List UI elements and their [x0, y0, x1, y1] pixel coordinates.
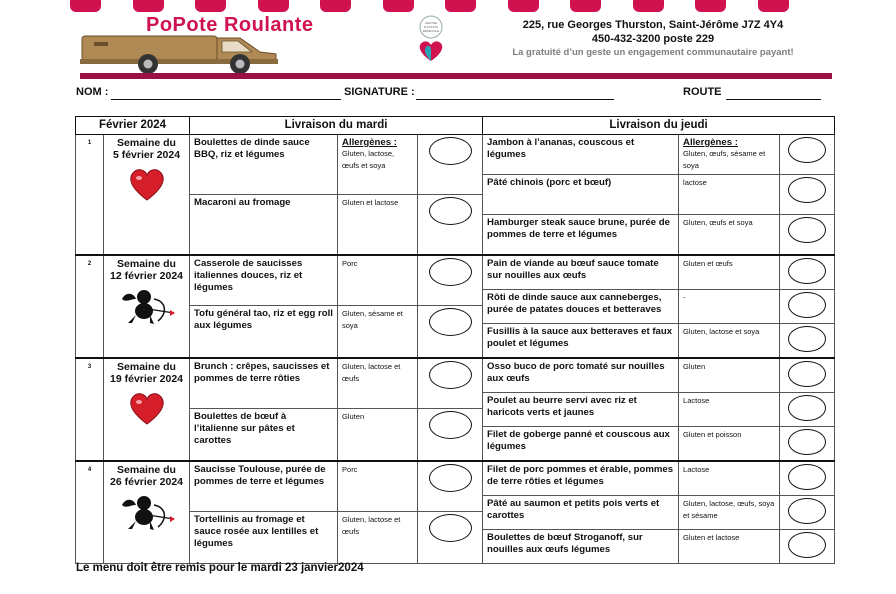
- address-text: 225, rue Georges Thurston, Saint-Jérôme J7Z 4Y4: [522, 19, 784, 31]
- awning-stripe: [476, 0, 507, 12]
- signature-field[interactable]: [416, 99, 614, 100]
- allergen-text: Gluten, lactose et soya: [683, 326, 760, 336]
- week-label-line1: Semaine du: [117, 257, 176, 270]
- thursday-meal: Pâté chinois (porc et bœuf): [483, 175, 679, 215]
- thursday-header: Livraison du jeudi: [483, 117, 835, 135]
- week-label-line2: 12 février 2024: [110, 269, 183, 282]
- awning-stripe: [383, 0, 414, 12]
- thursday-allergens: [679, 215, 780, 255]
- awning-stripe: [289, 0, 320, 12]
- allergen-text: Porc: [342, 464, 358, 474]
- tuesday-select-circle[interactable]: [429, 258, 472, 286]
- awning-stripe: [351, 0, 382, 12]
- week-number: 1: [76, 135, 104, 255]
- thursday-allergens: [679, 323, 780, 358]
- thursday-allergens: [679, 392, 780, 426]
- table-row: [76, 255, 835, 272]
- tuesday-checkbox-cell: [418, 358, 483, 409]
- tuesday-meal: Macaroni au fromage: [190, 195, 338, 255]
- week-label: [104, 461, 190, 564]
- thursday-meal: Hamburger steak sauce brune, purée de pommes de terre et légumes: [483, 215, 679, 255]
- week-label-line2: 5 février 2024: [112, 149, 181, 161]
- allergen-text: Lactose: [683, 464, 710, 474]
- awning-stripe: [70, 0, 101, 12]
- svg-text:CENTRE: CENTRE: [424, 21, 438, 25]
- allergen-text: Porc: [342, 258, 358, 268]
- thursday-meal: Boulettes de bœuf Stroganoff, sur nouilles aux œufs légumes: [483, 529, 679, 563]
- allergen-text: Gluten: [342, 411, 365, 421]
- thursday-allergens: [679, 135, 780, 175]
- allergen-text: Gluten, lactose, œufs, soya et sésame: [683, 498, 775, 520]
- table-header-row: [76, 117, 835, 135]
- awning-stripe: [789, 0, 820, 12]
- thursday-checkbox-cell: [780, 175, 835, 215]
- tuesday-select-circle[interactable]: [429, 197, 472, 225]
- thursday-select-circle[interactable]: [788, 177, 826, 203]
- awning-stripe: [226, 0, 257, 12]
- week-label-line1: Semaine du: [117, 360, 176, 373]
- cupid-icon: [108, 493, 185, 533]
- thursday-allergens: [679, 175, 780, 215]
- thursday-meal: Osso buco de porc tomaté sur nouilles aux œufs: [483, 358, 679, 393]
- awning-stripe: [508, 0, 539, 12]
- thursday-select-circle[interactable]: [788, 498, 826, 524]
- tuesday-checkbox-cell: [418, 408, 483, 461]
- awning-stripe: [758, 0, 789, 12]
- awning-stripe: [726, 0, 757, 12]
- tuesday-select-circle[interactable]: [429, 361, 472, 389]
- thursday-select-circle[interactable]: [788, 395, 826, 421]
- svg-text:BÉNÉVOLE: BÉNÉVOLE: [422, 29, 440, 33]
- thursday-allergens: [679, 289, 780, 323]
- thursday-allergens: [679, 529, 780, 563]
- tuesday-select-circle[interactable]: [429, 514, 472, 542]
- thursday-select-circle[interactable]: [788, 464, 826, 490]
- week-label-line1: Semaine du: [117, 137, 176, 149]
- thursday-allergens: [679, 495, 780, 529]
- thursday-select-circle[interactable]: [788, 361, 826, 387]
- signature-label: SIGNATURE :: [344, 86, 415, 98]
- thursday-checkbox-cell: [780, 255, 835, 290]
- heart-icon: [108, 390, 185, 426]
- tuesday-allergens: [338, 195, 418, 255]
- thursday-meal: Pâté au saumon et petits pois verts et carottes: [483, 495, 679, 529]
- tuesday-select-circle[interactable]: [429, 308, 472, 336]
- allergen-text: lactose: [683, 178, 707, 187]
- allergen-text: Gluten, lactose et œufs: [342, 514, 401, 536]
- tuesday-allergens: [338, 461, 418, 512]
- awning-decoration: [70, 0, 820, 12]
- tuesday-allergens: [338, 255, 418, 306]
- awning-stripe: [195, 0, 226, 12]
- name-label: NOM :: [76, 86, 109, 98]
- week-number: 3: [76, 358, 104, 461]
- thursday-select-circle[interactable]: [788, 292, 826, 318]
- awning-stripe: [695, 0, 726, 12]
- thursday-checkbox-cell: [780, 392, 835, 426]
- awning-stripe: [601, 0, 632, 12]
- awning-stripe: [445, 0, 476, 12]
- thursday-select-circle[interactable]: [788, 429, 826, 455]
- tuesday-meal: Boulettes de dinde sauce BBQ, riz et légumes: [190, 135, 338, 195]
- table-row: [76, 135, 835, 155]
- allergen-text: Gluten, lactose, œufs et soya: [342, 149, 395, 170]
- phone-text: 450-432-3200 poste 229: [591, 33, 715, 45]
- allergen-text: -: [683, 292, 686, 302]
- tuesday-allergens: [338, 358, 418, 409]
- tuesday-meal: Brunch : crêpes, saucisses et pommes de terre rôties: [190, 358, 338, 409]
- tuesday-allergens: [338, 408, 418, 461]
- tuesday-checkbox-cell: [418, 305, 483, 358]
- week-label: [104, 358, 190, 461]
- awning-stripe: [133, 0, 164, 12]
- truck-icon: [80, 28, 280, 78]
- tuesday-meal: Boulettes de bœuf à l’italienne sur pâtes et carottes: [190, 408, 338, 461]
- tuesday-allergens: [338, 511, 418, 563]
- tuesday-allergens: [338, 135, 418, 195]
- table-row: [76, 358, 835, 375]
- slogan-text: La gratuité d’un geste un engagement communautaire payant!: [512, 47, 794, 58]
- thursday-select-circle[interactable]: [788, 258, 826, 284]
- awning-stripe: [633, 0, 664, 12]
- thursday-select-circle[interactable]: [788, 532, 826, 558]
- awning-stripe: [101, 0, 132, 12]
- allergen-text: Lactose: [683, 395, 710, 405]
- week-label: [104, 255, 190, 358]
- menu-table: [75, 116, 835, 564]
- tuesday-select-circle[interactable]: [429, 137, 472, 165]
- thursday-allergens: [679, 426, 780, 461]
- awning-stripe: [539, 0, 570, 12]
- tuesday-select-circle[interactable]: [429, 411, 472, 439]
- awning-stripe: [164, 0, 195, 12]
- thursday-checkbox-cell: [780, 135, 835, 175]
- awning-stripe: [258, 0, 289, 12]
- thursday-meal: Fusillis à la sauce aux betteraves et faux poulet et légumes: [483, 323, 679, 358]
- svg-text:D'ACTION: D'ACTION: [423, 25, 439, 29]
- thursday-checkbox-cell: [780, 426, 835, 461]
- thursday-allergens: [679, 255, 780, 290]
- allergen-text: Gluten, lactose et œufs: [342, 361, 401, 383]
- week-number: 4: [76, 461, 104, 564]
- week-number: 2: [76, 255, 104, 358]
- tuesday-checkbox-cell: [418, 461, 483, 512]
- heart-icon: [108, 166, 185, 202]
- allergen-text: Gluten, œufs et soya: [683, 218, 753, 227]
- tuesday-meal: Tortellinis au fromage et sauce rosée aux lentilles et légumes: [190, 511, 338, 563]
- thursday-meal: Filet de porc pommes et érable, pommes de terre rôties et légumes: [483, 461, 679, 496]
- thursday-checkbox-cell: [780, 529, 835, 563]
- allergen-text: Gluten et œufs: [683, 258, 733, 268]
- month-header: Février 2024: [76, 117, 190, 135]
- tuesday-select-circle[interactable]: [429, 464, 472, 492]
- thursday-checkbox-cell: [780, 215, 835, 255]
- tuesday-meal: Saucisse Toulouse, purée de pommes de terre et légumes: [190, 461, 338, 512]
- thursday-select-circle[interactable]: [788, 326, 826, 352]
- header-divider: [80, 73, 832, 79]
- tuesday-checkbox-cell: [418, 511, 483, 563]
- thursday-meal: Poulet au beurre servi avec riz et haricots verts et jaunes: [483, 392, 679, 426]
- cupid-icon: [108, 287, 185, 327]
- thursday-meal: Rôti de dinde sauce aux canneberges, purée de patates douces et betteraves: [483, 289, 679, 323]
- awning-stripe: [414, 0, 445, 12]
- thursday-checkbox-cell: [780, 495, 835, 529]
- allergen-text: Gluten: [683, 361, 706, 371]
- thursday-allergens: [679, 358, 780, 393]
- tuesday-checkbox-cell: [418, 195, 483, 255]
- week-label-line2: 26 février 2024: [110, 475, 183, 488]
- allergen-text: Gluten, œufs, sésame et soya: [683, 149, 766, 170]
- week-label: [104, 135, 190, 255]
- awning-stripe: [320, 0, 351, 12]
- allergens-header: Allergènes :: [683, 137, 738, 148]
- route-label: ROUTE: [683, 86, 722, 98]
- table-row: [76, 461, 835, 478]
- allergen-text: Gluten et poisson: [683, 429, 742, 439]
- allergen-text: Gluten, sésame et soya: [342, 308, 403, 330]
- route-field[interactable]: [726, 99, 821, 100]
- tuesday-checkbox-cell: [418, 135, 483, 195]
- allergen-text: Gluten et lactose: [683, 532, 740, 542]
- thursday-allergens: [679, 461, 780, 496]
- thursday-meal: Filet de goberge panné et couscous aux légumes: [483, 426, 679, 461]
- awning-stripe: [664, 0, 695, 12]
- contact-block: [498, 18, 808, 60]
- thursday-meal: Pain de viande au bœuf sauce tomate sur nouilles aux œufs: [483, 255, 679, 290]
- tuesday-checkbox-cell: [418, 255, 483, 306]
- footer-note: Le menu doit être remis pour le mardi 23 janvier2024: [76, 562, 364, 574]
- awning-stripe: [570, 0, 601, 12]
- cab-seal-logo: [413, 13, 449, 65]
- thursday-checkbox-cell: [780, 358, 835, 393]
- name-field[interactable]: [111, 99, 341, 100]
- allergens-header: Allergènes :: [342, 137, 397, 148]
- thursday-meal: Jambon à l’ananas, couscous et légumes: [483, 135, 679, 175]
- thursday-checkbox-cell: [780, 289, 835, 323]
- thursday-select-circle[interactable]: [788, 137, 826, 163]
- allergen-text: Gluten et lactose: [342, 198, 399, 207]
- thursday-select-circle[interactable]: [788, 217, 826, 243]
- tuesday-meal: Casserole de saucisses italiennes douces, riz et légumes: [190, 255, 338, 306]
- thursday-checkbox-cell: [780, 461, 835, 496]
- tuesday-header: Livraison du mardi: [190, 117, 483, 135]
- thursday-checkbox-cell: [780, 323, 835, 358]
- logo-text: PoPote Roulante: [146, 14, 314, 36]
- tuesday-meal: Tofu général tao, riz et egg roll aux légumes: [190, 305, 338, 358]
- tuesday-allergens: [338, 305, 418, 358]
- week-label-line1: Semaine du: [117, 463, 176, 476]
- week-label-line2: 19 février 2024: [110, 372, 183, 385]
